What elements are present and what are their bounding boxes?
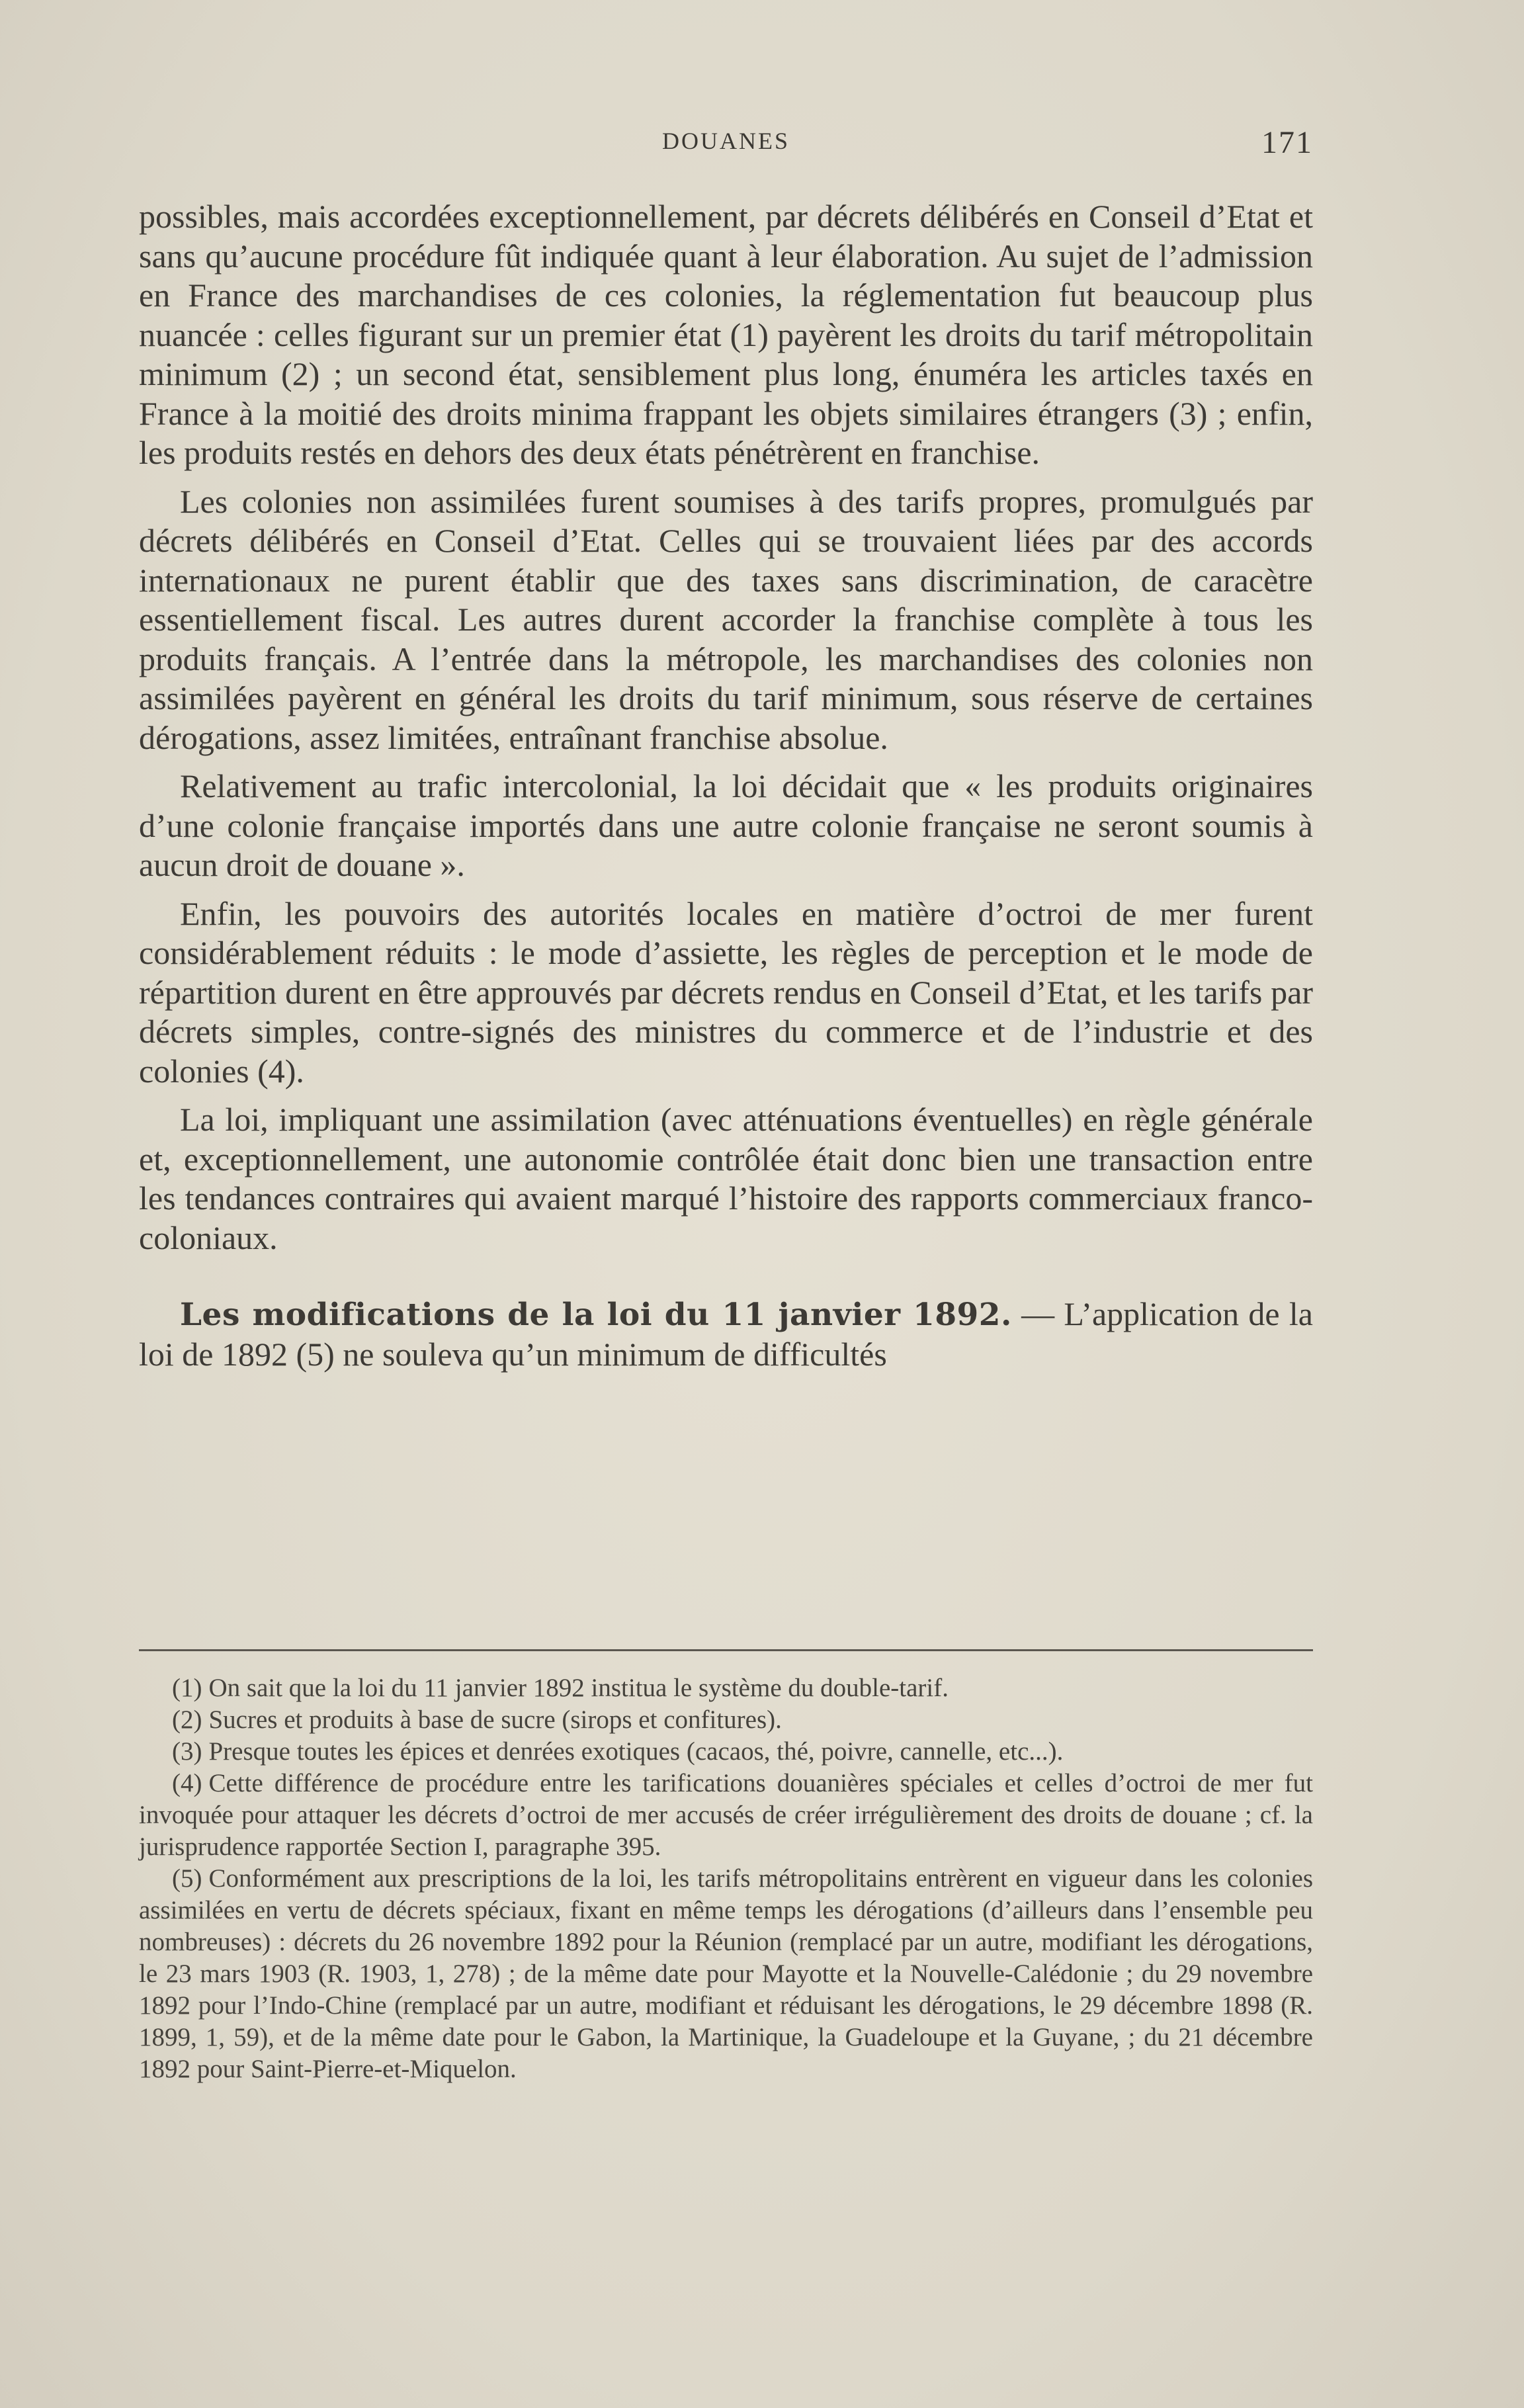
paragraph: La loi, impliquant une assimilation (avec atténuations éventuelles) en règle générale et, exceptionnellement, une autonomie contrôlée était donc bien une transaction entre les tendances contraires qui avaient marqué l’histoire des rapports commerciaux franco-coloniaux. (139, 1101, 1313, 1256)
footnote (139, 1863, 1313, 2085)
footnote-text: On sait que la loi du 11 janvier 1892 institua le système du double-tarif. (208, 1674, 949, 1702)
section-text: L’application de la loi de 1892 (5) ne souleva qu’un minimum de difficultés (139, 1295, 1313, 1373)
section-paragraph (139, 1295, 1313, 1374)
footnote-text: Cette différence de procédure entre les tarifications douanières spéciales et celles d’octroi de mer fut invoquée pour attaquer les décrets d’octroi de mer accusés de créer irrégulièrement des droits de douane ; cf. la jurisprudence rapportée Section I, paragraphe 395. (139, 1769, 1313, 1861)
footnote-number: (5) (172, 1864, 202, 1893)
page-number: 171 (1261, 125, 1313, 160)
page-header (139, 124, 1313, 164)
footnote-text: Sucres et produits à base de sucre (sirops et confitures). (208, 1705, 782, 1734)
paragraph: Relativement au trafic intercolonial, la loi décidait que « les produits originaires d’une colonie française importés dans une autre colonie française ne seront soumis à aucun droit de douane ». (139, 767, 1313, 883)
footnote-number: (2) (172, 1705, 202, 1734)
footnote-number: (3) (172, 1737, 202, 1766)
section-title: Les modifications de la loi du 11 janvier 1892. (180, 1297, 1012, 1333)
footnote-divider (139, 1649, 1313, 1651)
footnote (139, 1704, 1313, 1736)
section-dash: — (1011, 1295, 1064, 1332)
footnote (139, 1768, 1313, 1863)
paragraph: possibles, mais accordées exceptionnellement, par décrets délibérés en Conseil d’Etat et sans qu’aucune procédure fût indiquée quant à leur élaboration. Au sujet de l’admission en France des marchandises de ces colonies, la réglementation fut beaucoup plus nuancée : celles figurant sur un premier état (1) payèrent les droits du tarif métropolitain minimum (2) ; un second état, sensiblement plus long, énuméra les articles taxés en France à la moitié des droits minima frappant les objets similaires étrangers (3) ; enfin, les produits restés en dehors des deux états pénétrèrent en franchise. (139, 198, 1313, 471)
footnote-text: Presque toutes les épices et denrées exotiques (cacaos, thé, poivre, cannelle, etc...). (208, 1737, 1064, 1766)
main-text (139, 197, 1313, 1383)
footnote-number: (1) (172, 1674, 202, 1702)
footnote-number: (4) (172, 1769, 202, 1797)
footnote-text: Conformément aux prescriptions de la loi, les tarifs métropolitains entrèrent en vigueur dans les colonies assimilées en vertu de décrets spéciaux, fixant en même temps les dérogations (d’ailleurs dans l’ensemble peu nombreuses) : décrets du 26 novembre 1892 pour la Réunion (remplacé par un autre, modifiant les dérogations, le 23 mars 1903 (R. 1903, 1, 278) ; de la même date pour Mayotte et la Nouvelle-Calédonie ; du 29 novembre 1892 pour l’Indo-Chine (remplacé par un autre, modifiant et réduisant les dérogations, le 29 décembre 1898 (R. 1899, 1, 59), et de la même date pour le Gabon, la Martinique, la Guadeloupe et la Guyane, ; du 21 décembre 1892 pour Saint-Pierre-et-Miquelon. (139, 1864, 1313, 2083)
running-title: DOUANES (661, 128, 790, 154)
footnote (139, 1736, 1313, 1768)
footnotes (139, 1672, 1313, 2085)
footnote (139, 1672, 1313, 1704)
paragraph: Enfin, les pouvoirs des autorités locales en matière d’octroi de mer furent considérablement réduits : le mode d’assiette, les règles de perception et le mode de répartition durent en être approuvés par décrets rendus en Conseil d’Etat, et les tarifs par décrets simples, contre-signés des ministres du commerce et de l’industrie et des colonies (4). (139, 894, 1313, 1090)
paragraph: Les colonies non assimilées furent soumises à des tarifs propres, promulgués par décrets délibérés en Conseil d’Etat. Celles qui se trouvaient liées par des accords internationaux ne purent établir que des taxes sans discrimination, de caracètre essentiellement fiscal. Les autres durent accorder la franchise complète à tous les produits français. A l’entrée dans la métropole, les marchandises des colonies non assimilées payèrent en général les droits du tarif minimum, sous réserve de certaines dérogations, assez limitées, entraînant franchise absolue. (139, 482, 1313, 756)
